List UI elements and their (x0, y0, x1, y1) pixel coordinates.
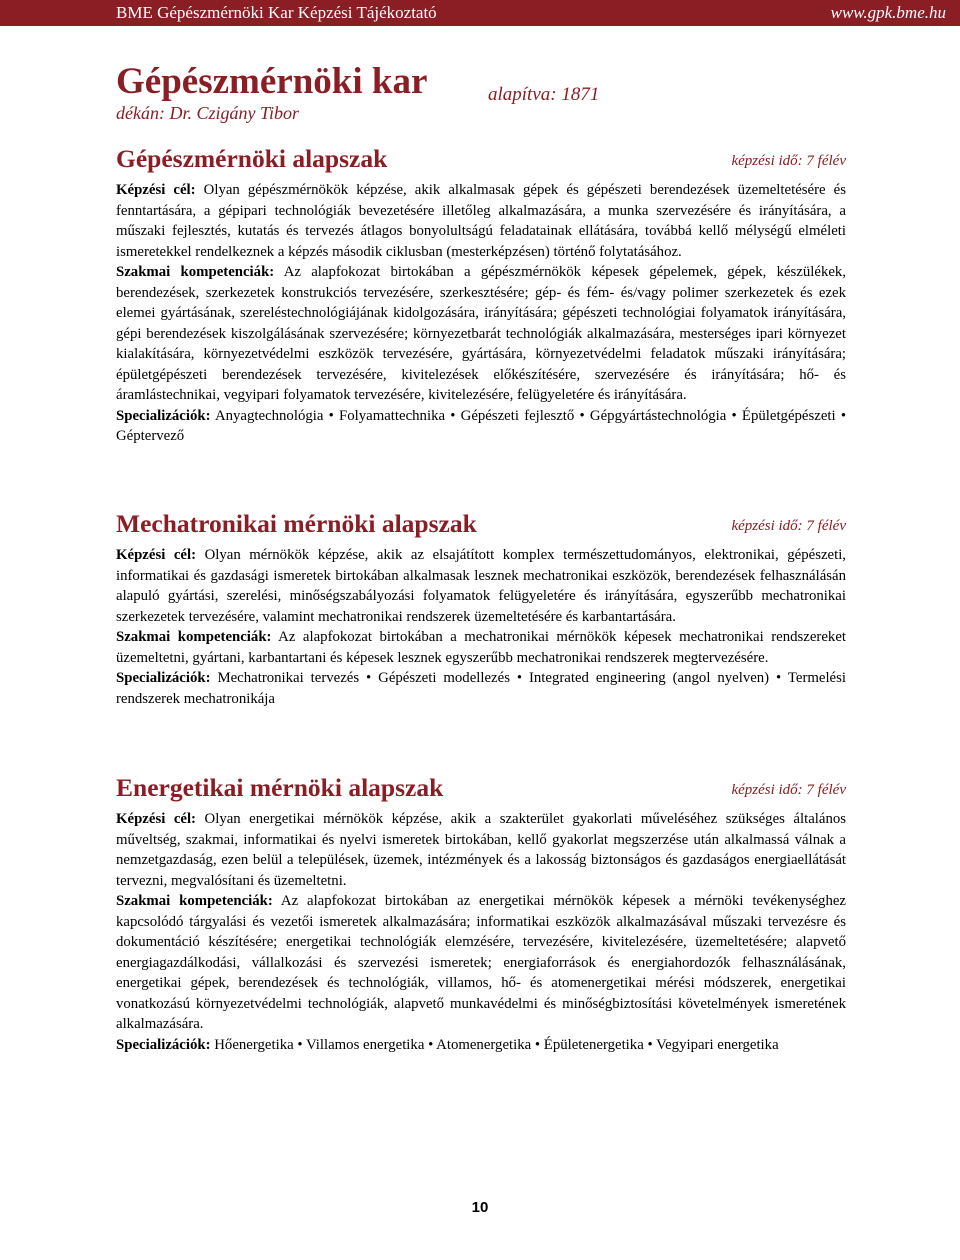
faculty-title: Gépészmérnöki kar (116, 61, 428, 102)
specializations-text: Anyagtechnológia • Folyamattechnika • Gépészeti fejlesztő • Gépgyártástechnológia • Épületgépészeti • Géptervező (116, 407, 846, 444)
header-banner (0, 0, 960, 26)
competencies-text: Az alapfokozat birtokában a mechatronikai mérnökök képesek mechatronikai rendszereket üzemeltetni, gyártani, karbantartani és képesek lesznek egyszerűbb mechatronikai rendszerek megtervezésére. (116, 629, 846, 666)
specializations-text: Mechatronikai tervezés • Gépészeti modellezés • Integrated engineering (angol nyelven) • Termelési rendszerek mechatronikája (116, 670, 846, 707)
competencies-label: Szakmai kompetenciák: (116, 893, 273, 909)
specializations-label: Specializációk: (116, 407, 211, 424)
competencies-label: Szakmai kompetenciák: (116, 629, 272, 645)
program-duration: képzési idő: 7 félév (731, 153, 846, 169)
goal-label: Képzési cél: (116, 547, 197, 563)
competencies-text: Az alapfokozat birtokában a gépészmérnökök képesek gépelemek, gépek, készülékek, berendezések, szerkezetek konstrukciós tervezésére, szerkesztésére; gép- és fém- és/vagy polimer szerkezetek és ezek elemei gyártásának, szereléstechnológiájának kidolgozására, irányítására; gépészeti technológiai folyamatok irányítására, gépi berendezések kiszolgálásának szervezésére; környezetbarát technológiák alkalmazására, mesterséges ipari környezet kialakítására, környezetvédelmi eszközök tervezésére, gyártására, környezetvédelmi feladatok műszaki irányítására; épületgépészeti berendezések tervezésére, kivitelezések előkészítésére, szervezésére és irányítására; hő- és áramlástechnikai, vegyipari folyamatok tervezésére, kivitelezésére, felügyeletére és irányítására. (116, 264, 847, 403)
program-title: Gépészmérnöki alapszak (116, 144, 388, 173)
program-title: Energetikai mérnöki alapszak (116, 773, 444, 802)
program-header (116, 505, 846, 541)
specializations-label: Specializációk: (116, 1036, 211, 1053)
program-header (116, 769, 846, 805)
page-number: 10 (471, 1199, 489, 1216)
program-mechatronics-engineering (116, 505, 846, 709)
program-title: Mechatronikai mérnöki alapszak (116, 509, 477, 538)
founded-line: alapítva: 1871 (488, 84, 600, 105)
specializations-label: Specializációk: (116, 670, 211, 686)
program-specializations (116, 668, 846, 709)
competencies-label: Szakmai kompetenciák: (116, 264, 275, 280)
program-goal (116, 545, 846, 627)
program-competencies (116, 262, 846, 406)
goal-label: Képzési cél: (116, 182, 196, 198)
program-goal (116, 809, 846, 891)
program-duration: képzési idő: 7 félév (731, 782, 846, 798)
website-url[interactable]: www.gpk.bme.hu (830, 3, 946, 22)
program-header (116, 140, 846, 176)
specializations-text: Hőenergetika • Villamos energetika • Atomenergetika • Épületenergetika • Vegyipari energetika (214, 1036, 779, 1053)
program-competencies (116, 627, 846, 668)
program-specializations (116, 1035, 846, 1056)
goal-text: Olyan energetikai mérnökök képzése, akik a szakterület gyakorlati műveléséhez szükséges általános műveltség, szakmai, informatikai és nyelvi ismeretek birtokában, kellő gyakorlat megszerzése után alkalmassá válnak a nemzetgazdaság, ezen belül a települések, üzemek, intézmények és a lakosság biztonságos és gazdaságos energiaellátását tervezni, megvalósítani és üzemeltetni. (116, 811, 847, 889)
program-competencies (116, 891, 846, 1035)
goal-text: Olyan gépészmérnökök képzése, akik alkalmasak gépek és gépészeti berendezések üzemeltetésére és fenntartására, a gépipari technológiák bevezetésére illetőleg alkalmazására, a munka szervezésére és irányítására, a műszaki fejlesztés, kutatás és tervezés átlagos bonyolultságú feladatainak ellátására, továbbá kellő mélységű elméleti ismeretekkel rendelkeznek a képzés második ciklusban (mesterképzésen) történő folytatásához. (116, 182, 846, 260)
program-mechanical-engineering (116, 140, 846, 447)
dean-line: dékán: Dr. Czigány Tibor (116, 103, 300, 123)
program-specializations (116, 406, 846, 447)
program-duration: képzési idő: 7 félév (731, 518, 846, 534)
competencies-text: Az alapfokozat birtokában az energetikai mérnökök képesek a mérnöki tevékenységhez kapcsolódó tárgyalási és vezetői ismeretek alkalmazására; informatikai eszközök alkalmazásával műszaki tervezésre és dokumentáció készítésére; energetikai technológiák elemzésére, tervezésére, kivitelezésére, üzemeltetésére; alapvető energiagazdálkodási, vállalkozási és szervezési ismeretek; energiaforrások és energiahordozók felhasználásának, energetikai gépek, berendezések és technológiák, villamos, hő- és atomenergetikai mérési módszerek, energetikai vonatkozású környezetvédelmi technológiák, alapvető munkavédelmi és minőségbiztosítási követelmények ismeretének alkalmazására. (116, 893, 846, 1032)
program-energy-engineering (116, 769, 846, 1055)
document-title: BME Gépészmérnöki Kar Képzési Tájékoztató (116, 3, 437, 22)
goal-label: Képzési cél: (116, 811, 196, 827)
program-goal (116, 180, 846, 262)
goal-text: Olyan mérnökök képzése, akik az elsajátított komplex természettudományos, elektronikai, gépészeti, informatikai és gazdasági ismeretek birtokában alkalmasak lesznek mechatronikai eszközök, berendezések felhasználásán alapuló gyártási, szerelési, minőségszabályozási folyamatok felügyeletére és irányítására, egyszerűbb mechatronikai szerkezetek tervezésére, valamint mechatronikai rendszerek üzemeltetésére és karbantartására. (116, 547, 847, 625)
